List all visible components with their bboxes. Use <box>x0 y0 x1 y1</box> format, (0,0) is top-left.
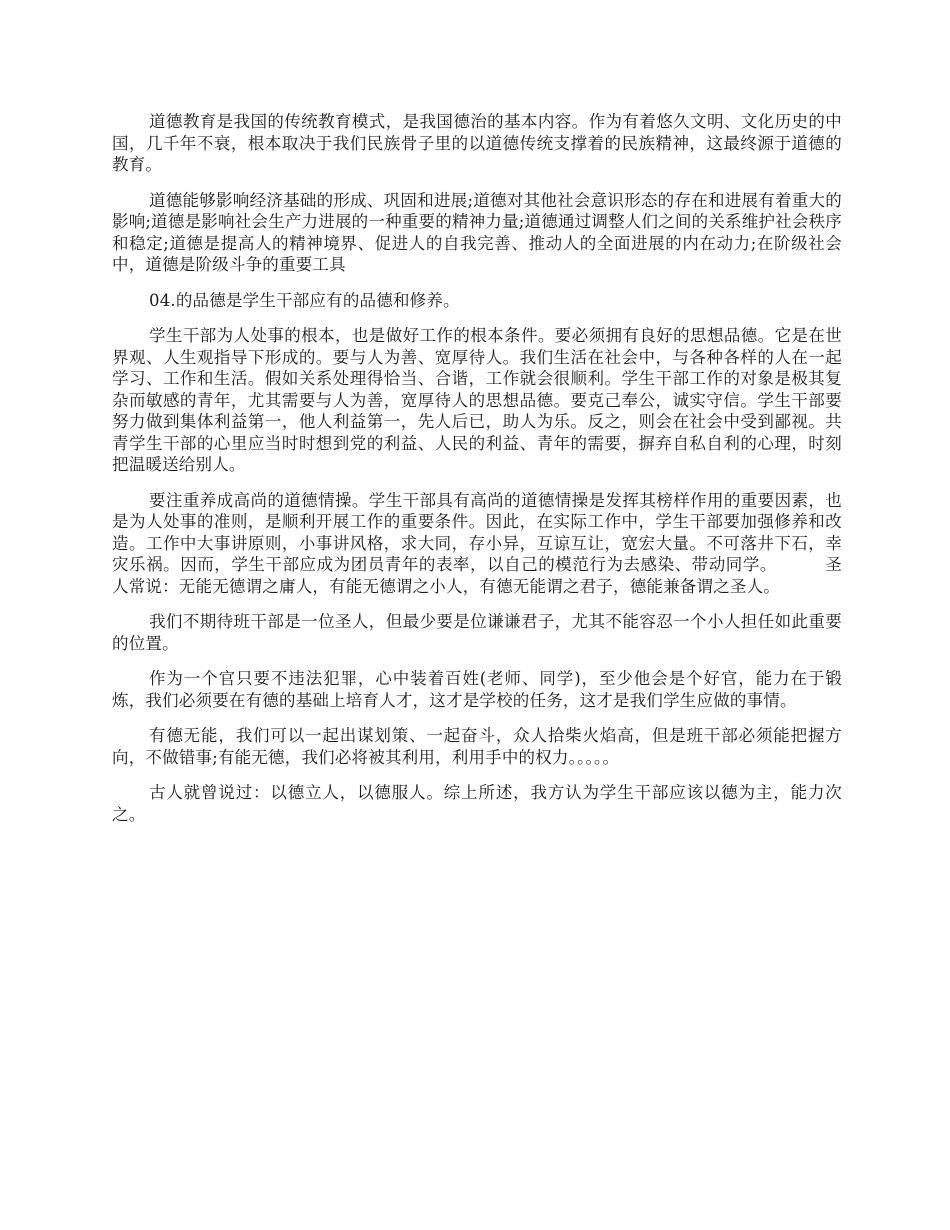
paragraph-cadre-virtue-heading: 04.的品德是学生干部应有的品德和修养。 <box>149 290 460 310</box>
paragraph-moral-sentiment-text: 要注重养成高尚的道德情操。学生干部具有高尚的道德情操是发挥其榜样作用的重要因素，也是为人处事的准则，是顺利开展工作的重要条件。因此，在实际工作中，学生干部要加强修养和改造。工作中大事讲原则，小事讲风格，求大同，存小异，互谅互让，宽宏大量。不可落井下石，幸灾乐祸。因而，学生干部应成为团员青年的表率，以自己的模范行为去感染、带动同学。 <box>112 490 842 574</box>
paragraph-moral-education: 道德教育是我国的传统教育模式，是我国德治的基本内容。作为有着悠久文明、文化历史的中国，几千年不衰，根本取决于我们民族骨子里的以道德传统支撑着的民族精神，这最终源于道德的教育。 <box>112 112 842 174</box>
document-body <box>112 111 842 839</box>
paragraph-conclusion: 古人就曾说过：以德立人，以德服人。综上所述，我方认为学生干部应该以德为主，能力次之。 <box>112 783 842 824</box>
paragraph-class-cadre-expectation: 我们不期待班干部是一位圣人，但最少要是位谦谦君子，尤其不能容忍一个小人担任如此重要的位置。 <box>112 612 842 653</box>
paragraph-moral-influence: 道德能够影响经济基础的形成、巩固和进展;道德对其他社会意识形态的存在和进展有着重大的影响;道德是影响社会生产力进展的一种重要的精神力量;道德通过调整人们之间的关系维护社会秩序和稳定;道德是提高人的精神境界、促进人的自我完善、推动人的全面进展的内在动力;在阶级社会中，道德是阶级斗争的重要工具 <box>112 190 842 274</box>
paragraph-moral-sentiment <box>112 490 842 598</box>
paragraph-good-official: 作为一个官只要不违法犯罪，心中装着百姓(老师、同学)，至少他会是个好官，能力在于锻炼，我们必须要在有德的基础上培育人才，这才是学校的任务，这才是我们学生应做的事情。 <box>112 669 842 710</box>
paragraph-cadre-conduct: 学生干部为人处事的根本，也是做好工作的根本条件。要必须拥有良好的思想品德。它是在世界观、人生观指导下形成的。要与人为善、宽厚待人。我们生活在社会中，与各种各样的人在一起学习、工作和生活。假如关系处理得恰当、合谐，工作就会很顺利。学生干部工作的对象是极其复杂而敏感的青年，尤其需要与人为善，宽厚待人的思想品德。要克己奉公，诚实守信。学生干部要努力做到集体利益第一，他人利益第一，先人后已，助人为乐。反之，则会在社会中受到鄙视。共青学生干部的心里应当时时想到党的利益、人民的利益、青年的需要，摒弃自私自利的心理，时刻把温暖送给别人。 <box>112 326 842 474</box>
paragraph-sage-quote: 圣人常说：无能无德谓之庸人，有能无德谓之小人，有德无能谓之君子，德能兼备谓之圣人。 <box>112 555 842 596</box>
paragraph-virtue-vs-ability: 有德无能，我们可以一起出谋划策、一起奋斗，众人拾柴火焰高，但是班干部必须能把握方向，不做错事;有能无德，我们必将被其利用，利用手中的权力。。。。。 <box>112 726 842 767</box>
